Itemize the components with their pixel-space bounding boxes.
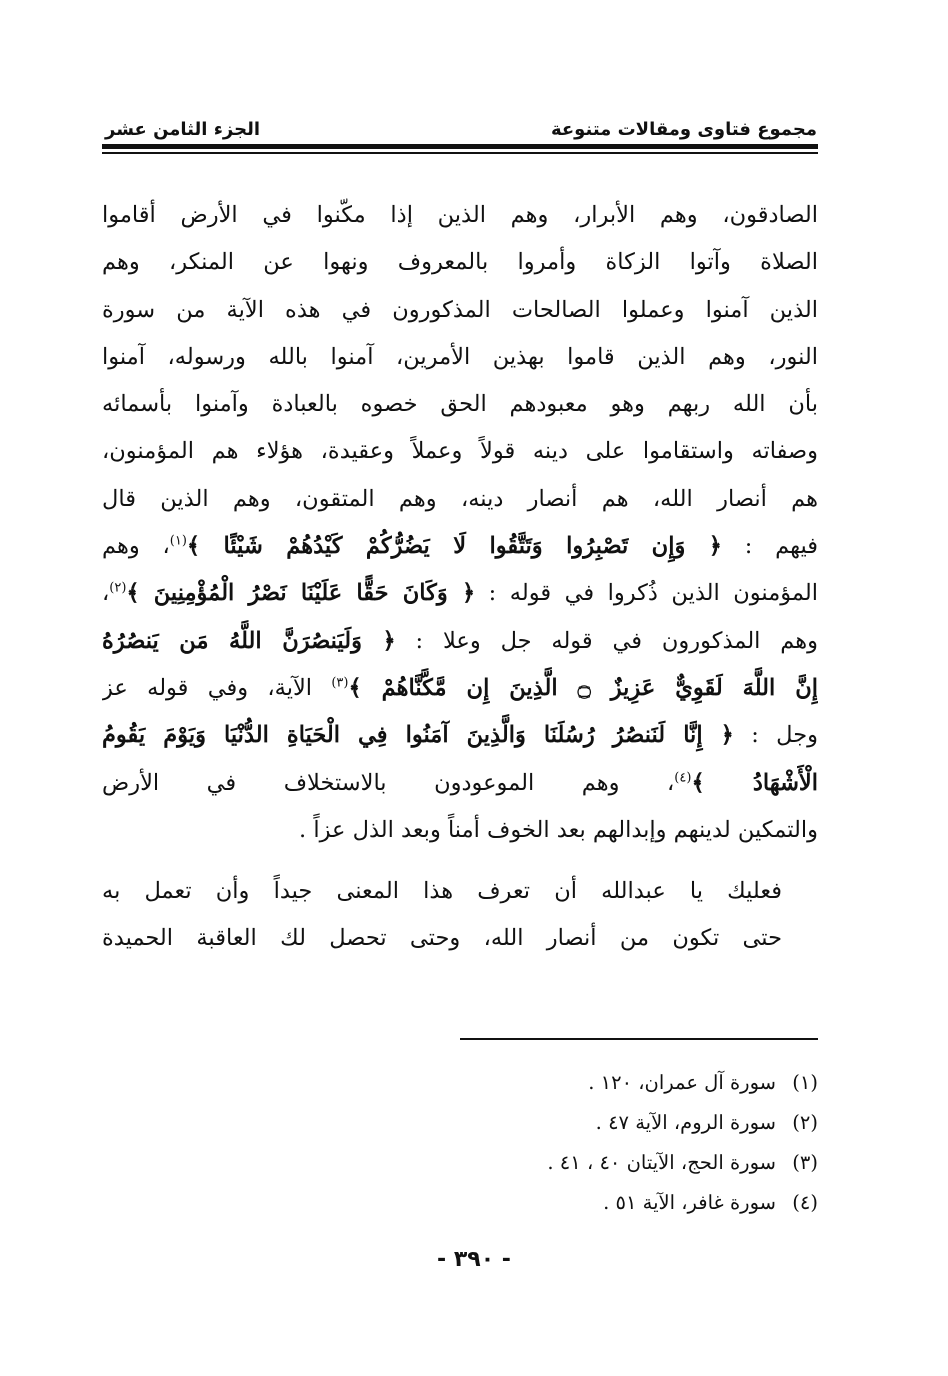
text-line [102,570,818,617]
footnote-text: سورة غافر، الآية ٥١ . [603,1191,776,1214]
text-line: بأن الله ربهم وهو معبودهم الحق خصوه بالعبادة وآمنوا بأسمائه [102,391,818,418]
page-number: - ٣٩٠ - [437,1247,511,1272]
text-fragment: ، [102,580,110,607]
footnote-ref-1: (١) [169,533,187,549]
text-fragment: الآية، وفي قوله عز [102,674,313,701]
page-header [105,110,817,140]
quran-verse-4b: الْأَشْهَادُ ﴾ [691,769,818,796]
footnote-number: (٤) [792,1191,818,1214]
text-line: حتى تكون من أنصار الله، وحتى تحصل لك العاقبة الحميدة [102,925,782,952]
text-line [102,760,818,807]
footnote-item [300,1063,818,1103]
text-line [102,523,818,570]
volume-label: الجزء الثامن عشر [105,119,261,140]
quran-verse-4a: ﴿ إِنَّا لَنَنصُرُ رُسُلَنَا وَالَّذِينَ آمَنُوا فِي الْحَيَاةِ الدُّنْيَا وَيَوْمَ يَقُومُ [102,722,734,749]
quran-verse-3a: ﴿ وَلَيَنصُرَنَّ اللَّهُ مَن يَنصُرُهُ [102,627,396,654]
footnote-number: (٢) [792,1111,818,1134]
text-fragment: ، وهم [102,533,170,560]
text-fragment: ، وهم الموعودون بالاستخلاف في الأرض [102,769,675,796]
text-line [102,665,818,712]
text-line: الصادقون، وهم الأبرار، وهم الذين إذا مكّنوا في الأرض أقاموا [102,202,818,228]
quran-verse-2: ﴿ وَكَانَ حَقًّا عَلَيْنَا نَصْرُ الْمُؤْمِنِينَ ﴾ [126,580,476,607]
header-rule-thick [102,144,818,149]
text-line: الصلاة وآتوا الزكاة وأمروا بالمعروف ونهوا عن المنكر، وهم [102,249,818,276]
body-text [102,192,818,963]
footnote-text: سورة الحج، الآيتان ٤٠ ، ٤١ . [547,1151,776,1174]
book-title: مجموع فتاوى ومقالات متنوعة [550,119,817,140]
paragraph-1 [102,192,818,854]
footnote-text: سورة آل عمران، ١٢٠ . [588,1071,776,1094]
footnote-number: (١) [792,1071,818,1094]
text-line: والتمكين لدينهم وإبدالهم بعد الخوف أمناً وبعد الذل عزاً . [299,816,818,843]
text-line: الذين آمنوا وعملوا الصالحات المذكورون في هذه الآية من سورة [102,296,818,323]
footnotes [300,1063,818,1223]
text-fragment: وهم المذكورون في قوله جل وعلا : [415,627,818,654]
footnote-item [300,1143,818,1183]
text-fragment: المؤمنون الذين ذُكروا في قوله : [488,580,818,607]
footnote-text: سورة الروم، الآية ٤٧ . [595,1111,776,1134]
footnote-ref-4: (٤) [674,770,692,786]
text-line: وصفاته واستقاموا على دينه قولاً وعملاً وعقيدة، هؤلاء هم المؤمنون، [102,438,818,465]
text-line [102,618,818,665]
text-fragment: وجل : [751,722,818,749]
footnote-item [300,1103,818,1143]
footnote-separator [460,1038,818,1040]
text-fragment: فيهم : [744,533,818,560]
quran-verse-3b: إِنَّ اللَّهَ لَقَوِيٌّ عَزِيزٌ ۝ الَّذِينَ إِن مَّكَّنَّاهُمْ ﴾ [348,674,818,701]
footnote-number: (٣) [792,1151,818,1174]
text-line [102,712,818,759]
header-rule-thin [102,152,818,154]
footnote-ref-3: (٣) [331,675,349,691]
paragraph-2 [102,868,818,963]
footnote-ref-2: (٢) [109,580,127,596]
text-line: هم أنصار الله، هم أنصار دينه، وهم المتقون، وهم الذين قال [102,485,818,512]
footnote-item [300,1183,818,1223]
text-line: فعليك يا عبدالله أن تعرف هذا المعنى جيداً وأن تعمل به [102,878,782,905]
quran-verse-1: ﴿ وَإِن تَصْبِرُوا وَتَتَّقُوا لَا يَضُرُّكُمْ كَيْدُهُمْ شَيْئًا ﴾ [186,533,722,560]
text-line: النور، وهم الذين قاموا بهذين الأمرين، آمنوا بالله ورسوله، آمنوا [102,343,818,370]
